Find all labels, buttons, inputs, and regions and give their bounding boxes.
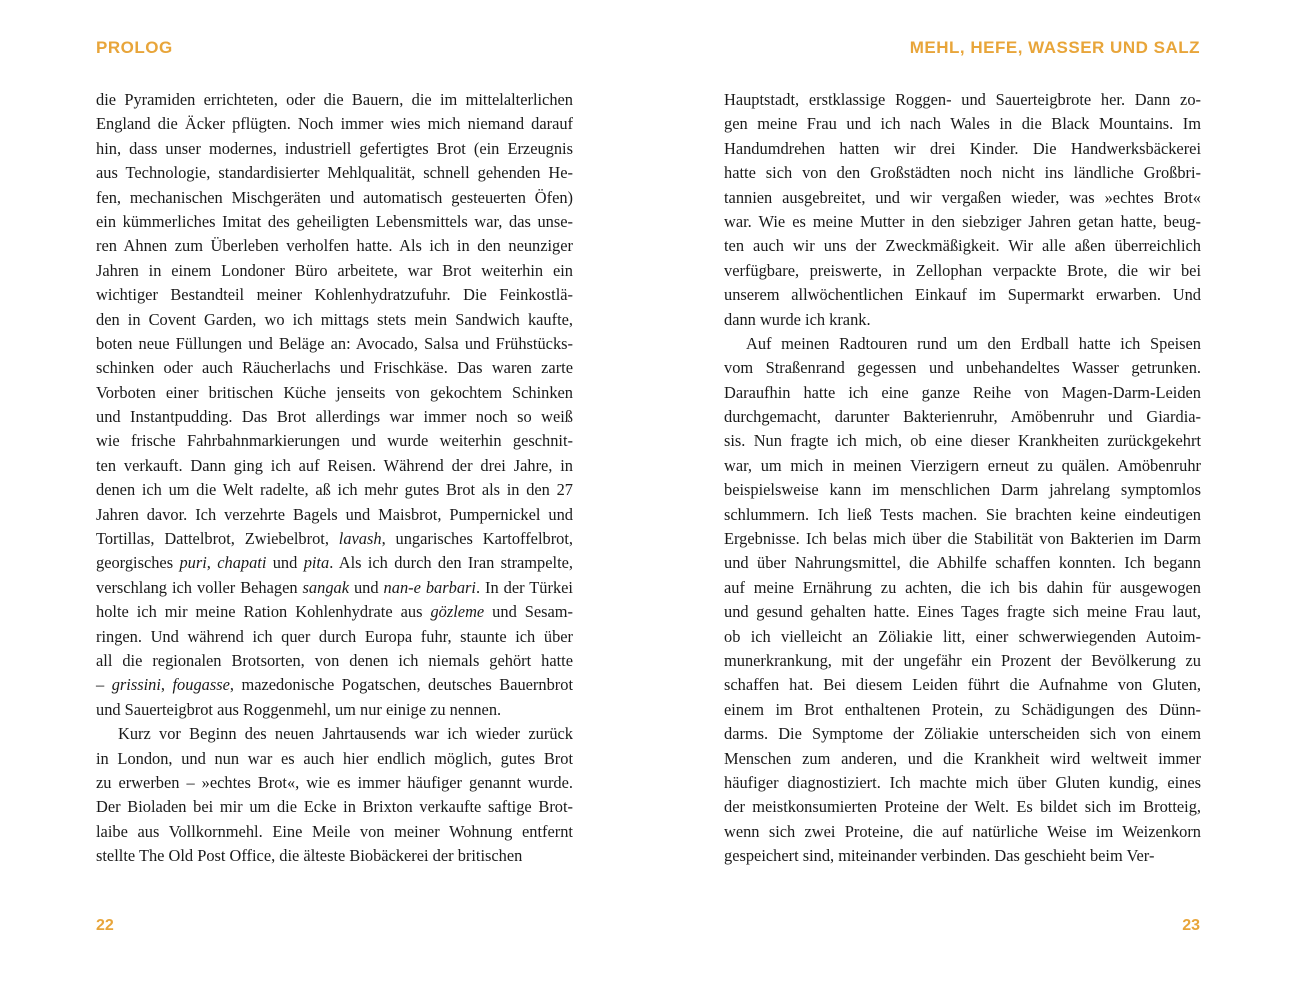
- text-line: [96, 551, 573, 575]
- text-line: durchgemacht, darunter Bakterienruhr, Amöbenruhr und Giardia-: [724, 407, 1201, 427]
- text-line: Jahren in einem Londoner Büro arbeitete, war Brot weiterhin ein: [96, 260, 573, 280]
- text-line: schlummern. Ich ließ Tests machen. Sie brachten keine eindeutigen: [724, 504, 1201, 524]
- text-line: zu erwerben – »echtes Brot«, wie es immer häufiger genannt wurde.: [96, 772, 573, 792]
- text-line: der meistkonsumierten Proteine der Welt. Es bildet sich im Brotteig,: [724, 797, 1201, 817]
- text-line: schaffen hat. Bei diesem Leiden führt die Aufnahme von Gluten,: [724, 675, 1201, 695]
- text-line: unserem allwöchentlichen Einkauf im Supermarkt erwarben. Und: [724, 285, 1201, 305]
- text-line: schinken oder auch Räucherlachs und Frischkäse. Das waren zarte: [96, 358, 573, 378]
- text-line: aus Technologie, standardisierter Mehlqualität, schnell gehenden He-: [96, 163, 573, 183]
- text-line: Menschen zum anderen, und die Krankheit wird weltweit immer: [724, 748, 1201, 768]
- text-line: ren Ahnen zum Überleben verholfen hatte. Als ich in den neunziger: [96, 236, 573, 256]
- text-line: einem im Brot enthaltenen Protein, zu Schädigungen des Dünn-: [724, 699, 1201, 719]
- text-line: ten auch wir uns der Zweckmäßigkeit. Wir alle aßen überreichlich: [724, 236, 1201, 256]
- text-line: war, um mich in meinen Vierzigern erneut zu quälen. Amöbenruhr: [724, 455, 1201, 475]
- text-line: fen, mechanischen Mischgeräten und automatisch gesteuerten Öfen): [96, 187, 573, 207]
- italic-term: lavash: [338, 529, 382, 549]
- italic-term: nan-e barbari: [383, 577, 476, 597]
- text-line: all die regionalen Brotsorten, von denen ich niemals gehört hatte: [96, 650, 573, 670]
- text-line: Vorboten einer britischen Küche jenseits von gekochtem Schinken: [96, 382, 573, 402]
- text-line: Handumdrehen hatten wir drei Kinder. Die Handwerksbäckerei: [724, 138, 1201, 158]
- page-number-right: 23: [1182, 917, 1200, 934]
- italic-term: grissini: [111, 675, 161, 695]
- text-segment: verschlang ich voller Behagen: [96, 577, 303, 597]
- italic-term: pita: [303, 553, 330, 573]
- text-line: darms. Die Symptome der Zöliakie unterscheiden sich von einem: [724, 724, 1201, 744]
- text-line: vom Straßenrand gegessen und unbehandeltes Wasser getrunken.: [724, 358, 1201, 378]
- text-line: in London, und nun war es auch hier endlich möglich, gutes Brot: [96, 748, 573, 768]
- running-head-right: MEHL, HEFE, WASSER UND SALZ: [909, 38, 1200, 57]
- text-segment: georgisches: [96, 553, 180, 573]
- italic-term: chapati: [217, 553, 267, 573]
- text-line: die Pyramiden errichteten, oder die Bauern, die im mittelalterlichen: [96, 90, 573, 109]
- text-line: tannien ausgebreitet, und wir vergaßen wieder, was »echtes Brot«: [724, 187, 1201, 207]
- text-segment: . Als ich durch den Iran strampelte,: [329, 553, 574, 573]
- italic-term: fougasse: [172, 675, 230, 695]
- text-line: Jahren davor. Ich verzehrte Bagels und Maisbrot, Pumpernickel und: [96, 504, 573, 524]
- text-line: hin, dass unser modernes, industriell gefertigtes Brot (ein Erzeugnis: [96, 138, 573, 158]
- text-segment: ,: [160, 675, 173, 695]
- text-line: boten neue Füllungen und Beläge an: Avocado, Salsa und Frühstücks-: [96, 333, 573, 353]
- text-line: denen ich um die Welt radelte, aß ich mehr gutes Brot als in den 27: [96, 480, 573, 500]
- text-line: [96, 600, 573, 624]
- text-line: Kurz vor Beginn des neuen Jahrtausends war ich wieder zurück: [118, 724, 573, 744]
- text-line: und Sauerteigbrot aus Roggenmehl, um nur einige zu nennen.: [96, 699, 502, 719]
- text-line: laibe aus Vollkornmehl. Eine Meile von meiner Wohnung entfernt: [96, 821, 573, 841]
- left-body-text: [96, 88, 573, 869]
- text-segment: und: [266, 553, 304, 573]
- text-line: beispielsweise kann im menschlichen Darm jahrelang symptomlos: [724, 480, 1201, 500]
- italic-term: sangak: [302, 577, 349, 597]
- page-number-left: 22: [96, 917, 114, 934]
- text-line: und gesund gehalten hatte. Eines Tages fragte sich meine Frau laut,: [724, 602, 1201, 622]
- text-segment: Tortillas, Dattelbrot, Zwiebelbrot,: [96, 529, 339, 549]
- text-line: auf meine Ernährung zu achten, die ich bis dahin für ausgewogen: [724, 577, 1201, 597]
- text-line: [96, 576, 573, 600]
- text-line: gen meine Frau und ich nach Wales in die Black Mountains. Im: [724, 114, 1201, 134]
- text-line: war. Wie es meine Mutter in den siebziger Jahren getan hatte, beug-: [724, 211, 1201, 231]
- text-line: wenn sich zwei Proteine, die auf natürliche Weise im Weizenkorn: [724, 821, 1201, 841]
- text-segment: und: [348, 577, 384, 597]
- text-line: den in Covent Garden, wo ich mittags stets mein Sandwich kaufte,: [96, 309, 573, 329]
- text-line: dann wurde ich krank.: [724, 309, 871, 329]
- text-line: häufiger diagnostiziert. Ich machte mich über Gluten kundig, eines: [724, 772, 1201, 792]
- text-line: ringen. Und während ich quer durch Europa fuhr, staunte ich über: [96, 626, 573, 646]
- text-line: stellte The Old Post Office, die älteste Biobäckerei der britischen: [96, 846, 523, 866]
- text-segment: ,: [206, 553, 218, 573]
- text-segment: und Sesam-: [484, 602, 573, 622]
- text-segment: holte ich mir meine Ration Kohlenhydrate aus: [96, 602, 431, 622]
- text-line: England die Äcker pflügten. Noch immer wies mich niemand darauf: [96, 114, 573, 134]
- text-line: und über Nahrungsmittel, die Abhilfe schaffen konnten. Ich begann: [724, 553, 1201, 573]
- italic-term: puri: [179, 553, 207, 573]
- text-line: Auf meinen Radtouren rund um den Erdball hatte ich Speisen: [746, 333, 1201, 353]
- text-line: ein kümmerliches Imitat des geheiligten Lebensmittels war, das unse-: [96, 211, 573, 231]
- text-segment: , mazedonische Pogatschen, deutsches Bauernbrot: [229, 675, 573, 695]
- text-line: ten verkauft. Dann ging ich auf Reisen. Während der drei Jahre, in: [96, 455, 573, 475]
- text-line: sis. Nun fragte ich mich, ob eine dieser Krankheiten zurückgekehrt: [724, 431, 1201, 451]
- text-line: und Instantpudding. Das Brot allerdings war immer noch so weiß: [96, 407, 573, 427]
- right-page: [647, 0, 1295, 1000]
- text-line: verfügbare, preiswerte, in Zellophan verpackte Brote, die wir bei: [724, 260, 1201, 280]
- text-line: [96, 527, 573, 551]
- text-segment: , ungarisches Kartoffelbrot,: [381, 529, 574, 549]
- text-line: gespeichert sind, miteinander verbinden. Das geschieht beim Ver-: [724, 846, 1155, 866]
- text-line: Ergebnisse. Ich belas mich über die Stabilität von Bakterien im Darm: [724, 529, 1201, 549]
- text-segment: . In der Türkei: [475, 577, 573, 597]
- text-line: wichtiger Bestandteil meiner Kohlenhydratzufuhr. Die Feinkostlä-: [96, 285, 573, 305]
- text-line: Der Bioladen bei mir um die Ecke in Brixton verkaufte saftige Brot-: [96, 797, 573, 817]
- text-segment: –: [96, 675, 112, 695]
- text-line: ob ich vielleicht an Zöliakie litt, einer schwerwiegenden Autoim-: [724, 626, 1201, 646]
- text-line: [96, 673, 573, 697]
- running-head-left: PROLOG: [96, 38, 173, 57]
- text-line: Hauptstadt, erstklassige Roggen- und Sauerteigbrote her. Dann zo-: [724, 90, 1201, 109]
- text-line: Daraufhin hatte ich eine ganze Reihe von Magen-Darm-Leiden: [724, 382, 1201, 402]
- italic-term: gözleme: [430, 602, 485, 622]
- right-body-text: [724, 88, 1201, 869]
- left-page: [0, 0, 647, 1000]
- text-line: munerkrankung, mit der ungefähr ein Prozent der Bevölkerung zu: [724, 650, 1201, 670]
- text-line: wie frische Fahrbahnmarkierungen und wurde weiterhin geschnit-: [96, 431, 573, 451]
- text-line: hatte sich von den Großstädten noch nicht ins ländliche Großbri-: [724, 163, 1201, 183]
